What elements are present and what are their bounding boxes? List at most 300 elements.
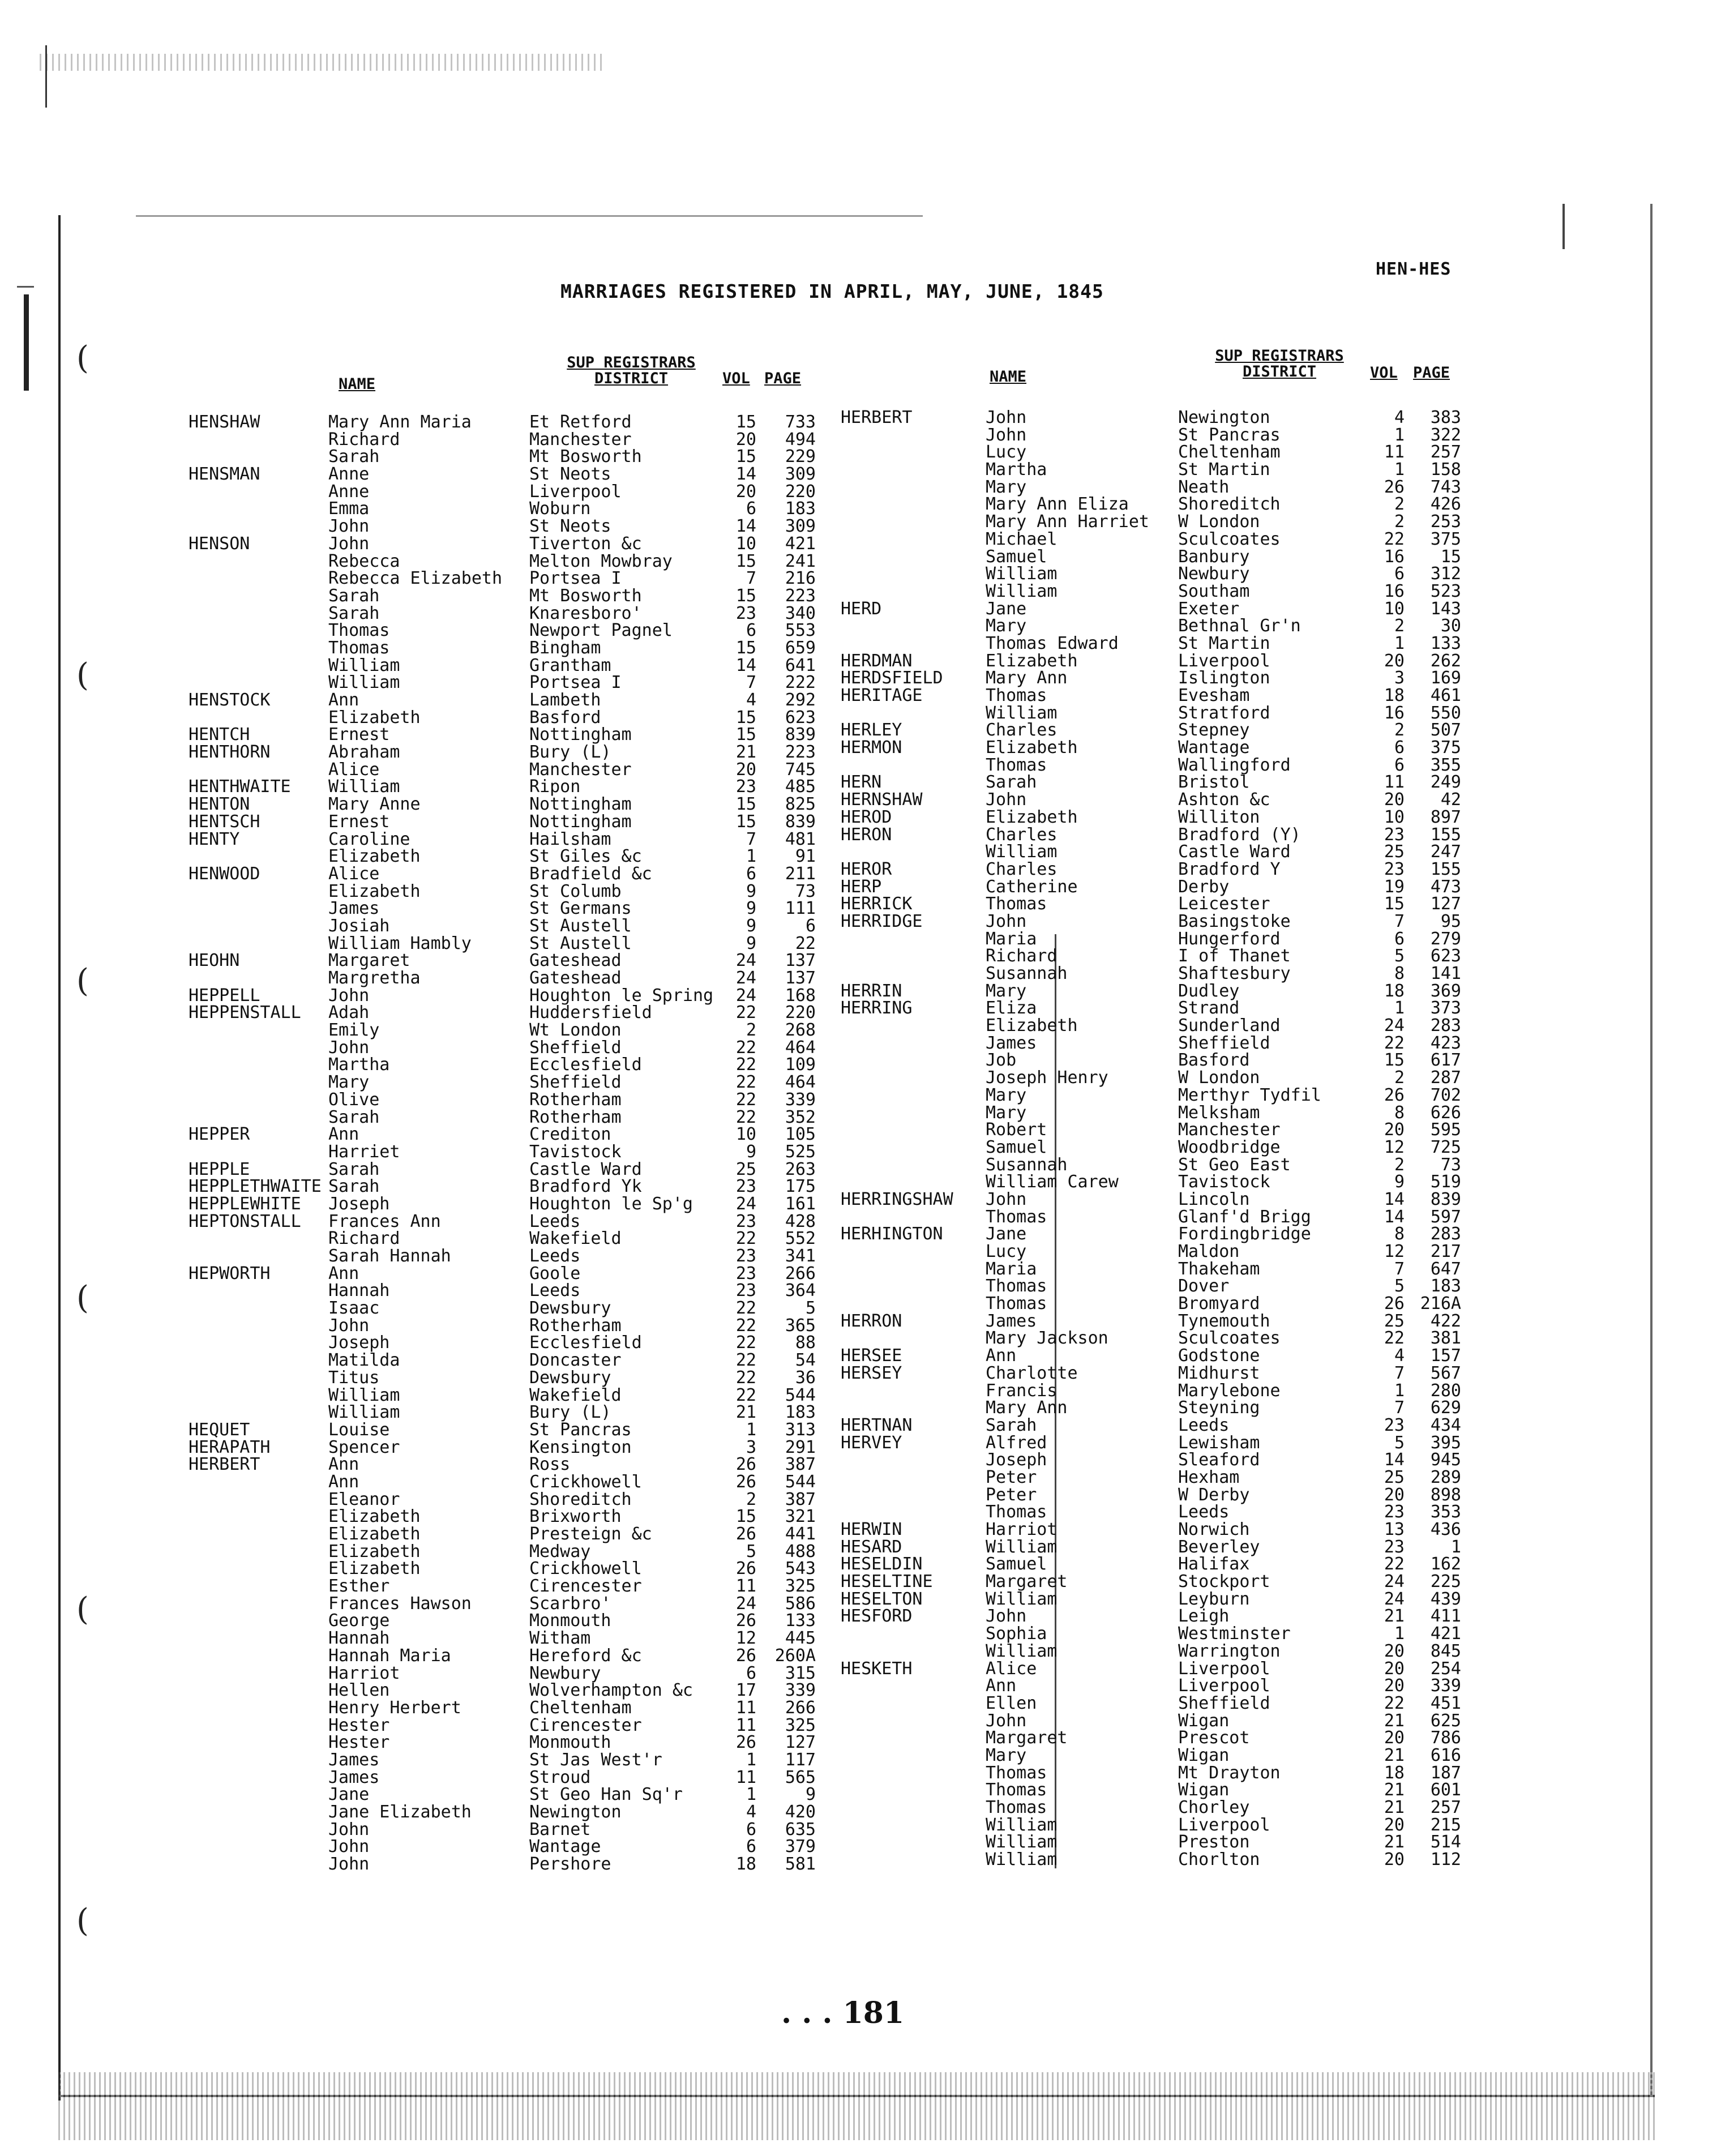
entry-given-name: William xyxy=(328,655,400,675)
entry-district: Ripon xyxy=(529,777,581,797)
entry-district: W London xyxy=(1178,512,1260,532)
entry-volume: 21 xyxy=(735,742,756,763)
entry-district: St Austell xyxy=(529,933,632,953)
scan-frame-left xyxy=(58,215,61,2101)
entry-surname: HEPPENSTALL xyxy=(189,1003,301,1023)
entry-given-name: William xyxy=(986,1589,1058,1609)
scan-frame-top xyxy=(136,215,923,217)
entry-page: 365 xyxy=(785,1315,816,1336)
entry-district: Tynemouth xyxy=(1178,1311,1270,1331)
header-district-line1: SUP REGISTRARS xyxy=(1215,347,1344,365)
entry-surname: HERRICK xyxy=(841,894,913,914)
entry-district: Prescot xyxy=(1178,1728,1250,1748)
entry-given-name: Joseph xyxy=(328,1333,390,1353)
entry-volume: 2 xyxy=(1394,512,1405,532)
entry-district: St Geo East xyxy=(1178,1154,1291,1175)
entry-page: 375 xyxy=(1430,529,1461,549)
entry-given-name: Jane xyxy=(986,1224,1027,1244)
entry-page: 257 xyxy=(1430,1798,1461,1817)
entry-given-name: Job xyxy=(986,1050,1017,1071)
entry-volume: 11 xyxy=(735,1576,756,1597)
entry-page: 625 xyxy=(1430,1710,1461,1731)
entry-surname: HENTON xyxy=(189,794,250,815)
entry-given-name: Sarah xyxy=(986,772,1037,793)
entry-surname: HERWIN xyxy=(841,1520,902,1539)
entry-district: Hungerford xyxy=(1178,929,1281,949)
entry-volume: 6 xyxy=(746,863,756,884)
entry-volume: 8 xyxy=(1394,1224,1405,1244)
entry-page: 223 xyxy=(785,585,816,606)
entry-given-name: Mary xyxy=(986,477,1027,497)
entry-given-name: Mary xyxy=(986,981,1027,1001)
entry-district: Basford xyxy=(529,707,601,728)
entry-district: Newbury xyxy=(1178,564,1250,584)
entry-volume: 3 xyxy=(746,1437,756,1457)
entry-district: Nottingham xyxy=(529,794,632,815)
entry-district: Westminster xyxy=(1178,1624,1291,1644)
entry-volume: 1 xyxy=(746,1749,756,1770)
entry-volume: 21 xyxy=(1384,1780,1405,1800)
binding-hole-mark: ( xyxy=(76,340,89,377)
entry-page: 445 xyxy=(785,1628,816,1649)
entry-volume: 22 xyxy=(735,1003,756,1023)
entry-volume: 25 xyxy=(735,1159,756,1179)
entry-given-name: Lucy xyxy=(986,1242,1027,1261)
entry-volume: 14 xyxy=(735,655,756,675)
entry-given-name: William xyxy=(328,1385,400,1405)
entry-surname: HERITAGE xyxy=(841,686,923,705)
entry-volume: 1 xyxy=(746,1419,756,1440)
entry-page: 341 xyxy=(785,1246,816,1266)
binding-hole-mark: ( xyxy=(76,1902,89,1939)
entry-page: 825 xyxy=(785,794,816,815)
header-name: NAME xyxy=(990,368,1027,386)
entry-volume: 14 xyxy=(735,464,756,485)
entry-district: St Giles &c xyxy=(529,846,642,867)
entry-district: Manchester xyxy=(529,429,632,450)
entry-given-name: William xyxy=(328,777,400,797)
entry-volume: 15 xyxy=(735,412,756,432)
entry-district: Stepney xyxy=(1178,720,1250,741)
entry-volume: 22 xyxy=(1384,529,1405,549)
entry-given-name: William xyxy=(986,1850,1058,1870)
entry-district: Mt Bosworth xyxy=(529,447,642,467)
entry-volume: 20 xyxy=(1384,1658,1405,1679)
entry-district: Dewsbury xyxy=(529,1367,611,1388)
entry-page: 623 xyxy=(785,707,816,728)
entry-given-name: John xyxy=(986,1606,1027,1627)
entry-given-name: Caroline xyxy=(328,829,410,849)
entry-given-name: John xyxy=(328,516,370,537)
entry-volume: 9 xyxy=(746,916,756,936)
entry-volume: 22 xyxy=(735,1229,756,1249)
header-vol: VOL xyxy=(722,370,750,387)
entry-given-name: Eliza xyxy=(986,998,1037,1019)
entry-volume: 1 xyxy=(1394,998,1405,1019)
entry-given-name: Thomas xyxy=(328,638,390,658)
entry-page: 544 xyxy=(785,1385,816,1405)
entry-district: I of Thanet xyxy=(1178,946,1291,966)
entry-district: Wigan xyxy=(1178,1710,1230,1731)
entry-district: Sheffield xyxy=(529,1072,622,1093)
page-title: MARRIAGES REGISTERED IN APRIL, MAY, JUNE, 1845 xyxy=(560,280,1104,302)
entry-district: Kensington xyxy=(529,1437,632,1457)
entry-district: Bradfield &c xyxy=(529,863,652,884)
entry-surname: HERON xyxy=(841,824,892,845)
entry-surname: HENSTOCK xyxy=(189,690,271,710)
entry-volume: 20 xyxy=(735,481,756,502)
entry-given-name: Margaret xyxy=(986,1728,1068,1748)
entry-page: 222 xyxy=(785,673,816,693)
entry-district: Hereford &c xyxy=(529,1645,642,1666)
entry-district: Scarbro' xyxy=(529,1593,611,1614)
entry-page: 381 xyxy=(1430,1328,1461,1349)
entry-volume: 26 xyxy=(1384,1294,1405,1314)
entry-page: 215 xyxy=(1430,1815,1461,1835)
entry-volume: 6 xyxy=(1394,738,1405,758)
header-page: PAGE xyxy=(1413,364,1450,382)
entry-page: 162 xyxy=(1430,1554,1461,1575)
entry-page: 339 xyxy=(1430,1676,1461,1696)
entry-given-name: John xyxy=(986,1710,1027,1731)
entry-volume: 26 xyxy=(735,1559,756,1579)
entry-page: 95 xyxy=(1440,911,1461,931)
entry-volume: 23 xyxy=(735,1246,756,1266)
entry-page: 216A xyxy=(1420,1294,1461,1314)
entry-page: 839 xyxy=(785,811,816,832)
entry-district: Goole xyxy=(529,1263,581,1284)
entry-given-name: Ann xyxy=(328,1263,359,1284)
entry-given-name: Mary Jackson xyxy=(986,1328,1108,1349)
entry-given-name: William xyxy=(328,673,400,693)
entry-volume: 26 xyxy=(1384,1085,1405,1105)
entry-district: Wallingford xyxy=(1178,755,1291,775)
entry-district: Nottingham xyxy=(529,725,632,745)
entry-page: 321 xyxy=(785,1507,816,1527)
entry-page: 111 xyxy=(785,899,816,919)
entry-given-name: Emma xyxy=(328,499,370,519)
scan-mark xyxy=(17,286,34,288)
entry-page: 283 xyxy=(1430,1016,1461,1036)
entry-volume: 7 xyxy=(746,673,756,693)
entry-page: 133 xyxy=(1430,633,1461,653)
binding-hole-mark: ( xyxy=(76,1280,89,1316)
entry-volume: 14 xyxy=(1384,1207,1405,1227)
entry-page: 733 xyxy=(785,412,816,432)
entry-page: 141 xyxy=(1430,964,1461,983)
entry-given-name: Ann xyxy=(328,690,359,710)
entry-surname: HERSEE xyxy=(841,1346,902,1366)
entry-given-name: Sophia xyxy=(986,1624,1047,1644)
entry-given-name: Thomas xyxy=(328,621,390,641)
entry-district: Shaftesbury xyxy=(1178,964,1291,983)
entry-surname: HEPPLE xyxy=(189,1159,250,1179)
entry-district: Shoreditch xyxy=(1178,494,1281,515)
entry-district: Godstone xyxy=(1178,1346,1260,1366)
entry-district: Liverpool xyxy=(529,481,622,502)
entry-district: Portsea I xyxy=(529,568,622,589)
entry-volume: 6 xyxy=(746,1663,756,1683)
entry-volume: 15 xyxy=(735,725,756,745)
header-name: NAME xyxy=(339,375,376,393)
entry-page: 112 xyxy=(1430,1850,1461,1870)
entry-page: 550 xyxy=(1430,703,1461,723)
entry-given-name: Olive xyxy=(328,1089,380,1110)
entry-page: 464 xyxy=(785,1072,816,1093)
entry-district: Hexham xyxy=(1178,1467,1240,1487)
entry-district: Southam xyxy=(1178,581,1250,601)
entry-given-name: Hester xyxy=(328,1732,390,1753)
entry-district: Sheffield xyxy=(529,1037,622,1058)
entry-page: 5 xyxy=(805,1298,816,1319)
entry-page: 352 xyxy=(785,1107,816,1127)
entry-page: 54 xyxy=(795,1350,816,1371)
entry-volume: 24 xyxy=(735,968,756,988)
entry-given-name: Ann xyxy=(328,1124,359,1145)
entry-volume: 20 xyxy=(1384,651,1405,671)
entry-page: 845 xyxy=(1430,1641,1461,1661)
entry-volume: 15 xyxy=(1384,894,1405,914)
entry-volume: 16 xyxy=(1384,581,1405,601)
entry-given-name: Jane Elizabeth xyxy=(328,1802,472,1822)
entry-district: Rotherham xyxy=(529,1315,622,1336)
entry-page: 220 xyxy=(785,1003,816,1023)
entry-page: 127 xyxy=(1430,894,1461,914)
entry-given-name: Elizabeth xyxy=(328,1541,421,1562)
entry-page: 647 xyxy=(1430,1259,1461,1279)
entry-page: 544 xyxy=(785,1471,816,1492)
entry-given-name: Titus xyxy=(328,1367,380,1388)
entry-volume: 6 xyxy=(1394,564,1405,584)
entry-page: 268 xyxy=(785,1020,816,1041)
entry-given-name: Abraham xyxy=(328,742,400,763)
entry-page: 725 xyxy=(1430,1137,1461,1157)
entry-given-name: Thomas xyxy=(986,1798,1047,1817)
entry-volume: 24 xyxy=(1384,1572,1405,1592)
entry-district: Exeter xyxy=(1178,598,1240,619)
entry-given-name: John xyxy=(328,985,370,1006)
entry-volume: 6 xyxy=(746,1819,756,1840)
entry-surname: HENSMAN xyxy=(189,464,260,485)
entry-district: Barnet xyxy=(529,1819,591,1840)
entry-given-name: Richard xyxy=(986,946,1058,966)
entry-page: 42 xyxy=(1440,790,1461,810)
entry-district: Rotherham xyxy=(529,1089,622,1110)
entry-page: 617 xyxy=(1430,1050,1461,1071)
entry-volume: 22 xyxy=(735,1055,756,1075)
entry-volume: 13 xyxy=(1384,1520,1405,1539)
entry-volume: 7 xyxy=(1394,911,1405,931)
entry-page: 543 xyxy=(785,1559,816,1579)
entry-volume: 20 xyxy=(1384,1815,1405,1835)
entry-district: Bingham xyxy=(529,638,601,658)
entry-volume: 25 xyxy=(1384,1311,1405,1331)
entry-given-name: Lucy xyxy=(986,442,1027,463)
entry-given-name: William xyxy=(986,1641,1058,1661)
entry-given-name: Catherine xyxy=(986,876,1078,897)
entry-volume: 7 xyxy=(1394,1398,1405,1418)
entry-given-name: Thomas xyxy=(986,1276,1047,1297)
entry-district: Huddersfield xyxy=(529,1003,652,1023)
entry-volume: 11 xyxy=(1384,442,1405,463)
entry-district: Cheltenham xyxy=(529,1697,632,1718)
header-district xyxy=(546,355,716,387)
entry-page: 322 xyxy=(1430,425,1461,445)
entry-surname: HERMON xyxy=(841,738,902,758)
entry-district: Nottingham xyxy=(529,811,632,832)
entry-surname: HEPPELL xyxy=(189,985,260,1006)
entry-district: Portsea I xyxy=(529,673,622,693)
entry-district: Gateshead xyxy=(529,951,622,971)
entry-volume: 16 xyxy=(1384,703,1405,723)
entry-page: 287 xyxy=(1430,1068,1461,1088)
header-vol: VOL xyxy=(1370,364,1398,382)
entry-page: 157 xyxy=(1430,1346,1461,1366)
entry-surname: HEPWORTH xyxy=(189,1263,271,1284)
entry-page: 523 xyxy=(1430,581,1461,601)
entry-volume: 2 xyxy=(1394,494,1405,515)
entry-given-name: John xyxy=(328,1854,370,1875)
entry-page: 369 xyxy=(1430,981,1461,1001)
entry-given-name: Ann xyxy=(328,1455,359,1475)
entry-given-name: Mary Anne xyxy=(328,794,421,815)
entry-volume: 21 xyxy=(1384,1798,1405,1817)
entry-page: 411 xyxy=(1430,1606,1461,1627)
header-district-line1: SUP REGISTRARS xyxy=(567,354,696,371)
entry-surname: HERNSHAW xyxy=(841,790,923,810)
entry-page: 247 xyxy=(1430,842,1461,862)
entry-given-name: William xyxy=(986,1815,1058,1835)
entry-given-name: Mary Ann xyxy=(986,668,1068,688)
entry-district: Houghton le Spring xyxy=(529,985,714,1006)
entry-district: Ross xyxy=(529,1455,571,1475)
entry-volume: 1 xyxy=(1394,633,1405,653)
entry-page: 211 xyxy=(785,863,816,884)
page-number-dots: . . . xyxy=(781,1996,843,2030)
entry-given-name: Frances Ann xyxy=(328,1211,441,1231)
entry-page: 117 xyxy=(785,1749,816,1770)
entry-volume: 8 xyxy=(1394,1102,1405,1123)
entry-given-name: Harriot xyxy=(328,1663,400,1683)
entry-volume: 1 xyxy=(746,846,756,867)
entry-given-name: James xyxy=(328,1749,380,1770)
entry-page: 137 xyxy=(785,968,816,988)
entry-district: Houghton le Sp'g xyxy=(529,1194,693,1214)
entry-district: Rotherham xyxy=(529,1107,622,1127)
entry-page: 15 xyxy=(1440,546,1461,567)
entry-volume: 7 xyxy=(1394,1363,1405,1383)
entry-page: 283 xyxy=(1430,1224,1461,1244)
entry-given-name: Thomas xyxy=(986,755,1047,775)
entry-surname: HESELTON xyxy=(841,1589,923,1609)
entry-page: 595 xyxy=(1430,1120,1461,1140)
binding-hole-mark: ( xyxy=(76,962,89,999)
entry-volume: 15 xyxy=(735,1507,756,1527)
entry-district: Leicester xyxy=(1178,894,1270,914)
entry-page: 229 xyxy=(785,447,816,467)
entry-volume: 23 xyxy=(735,1263,756,1284)
entry-page: 73 xyxy=(1440,1154,1461,1175)
entry-page: 9 xyxy=(805,1785,816,1805)
entry-given-name: Ellen xyxy=(986,1693,1037,1713)
entry-volume: 14 xyxy=(1384,1450,1405,1470)
entry-given-name: Elizabeth xyxy=(328,1559,421,1579)
entry-district: Bradford Y xyxy=(1178,859,1281,879)
entry-given-name: Ann xyxy=(986,1676,1017,1696)
entry-surname: HENTHWAITE xyxy=(189,777,291,797)
entry-given-name: Eleanor xyxy=(328,1489,400,1509)
header-district xyxy=(1195,348,1364,380)
entry-given-name: Ann xyxy=(986,1346,1017,1366)
entry-given-name: William Hambly xyxy=(328,933,472,953)
entry-page: 514 xyxy=(1430,1832,1461,1853)
entry-district: Basingstoke xyxy=(1178,911,1291,931)
scan-mark xyxy=(24,294,29,391)
entry-page: 155 xyxy=(1430,824,1461,845)
entry-volume: 4 xyxy=(746,1802,756,1822)
entry-district: Basford xyxy=(1178,1050,1250,1071)
entry-volume: 22 xyxy=(735,1333,756,1353)
entry-district: Brixworth xyxy=(529,1507,622,1527)
entry-district: Neath xyxy=(1178,477,1230,497)
entry-district: Banbury xyxy=(1178,546,1250,567)
entry-volume: 21 xyxy=(1384,1710,1405,1731)
entry-district: Leeds xyxy=(1178,1415,1230,1435)
entry-given-name: Maria xyxy=(986,929,1037,949)
entry-district: Wt London xyxy=(529,1020,622,1041)
entry-given-name: William xyxy=(986,564,1058,584)
entry-given-name: Henry Herbert xyxy=(328,1697,461,1718)
entry-page: 745 xyxy=(785,759,816,780)
entry-surname: HERTNAN xyxy=(841,1415,913,1435)
entry-page: 464 xyxy=(785,1037,816,1058)
entry-district: Castle Ward xyxy=(1178,842,1291,862)
entry-given-name: Elizabeth xyxy=(986,807,1078,827)
entry-page: 553 xyxy=(785,621,816,641)
entry-page: 839 xyxy=(1430,1189,1461,1209)
entry-given-name: Thomas xyxy=(986,1763,1047,1783)
entry-district: Wolverhampton &c xyxy=(529,1680,693,1701)
entry-district: Leigh xyxy=(1178,1606,1230,1627)
entry-surname: HERRIN xyxy=(841,981,902,1001)
entry-volume: 8 xyxy=(1394,964,1405,983)
entry-volume: 26 xyxy=(735,1732,756,1753)
entry-district: Fordingbridge xyxy=(1178,1224,1311,1244)
entry-page: 292 xyxy=(785,690,816,710)
entry-page: 137 xyxy=(785,951,816,971)
entry-district: Pershore xyxy=(529,1854,611,1875)
entry-volume: 20 xyxy=(1384,1850,1405,1870)
entry-district: Maldon xyxy=(1178,1242,1240,1261)
entry-given-name: Hellen xyxy=(328,1680,390,1701)
entry-district: Evesham xyxy=(1178,686,1250,705)
entry-volume: 1 xyxy=(1394,460,1405,480)
entry-district: Tiverton &c xyxy=(529,533,642,554)
entry-volume: 2 xyxy=(1394,1154,1405,1175)
entry-volume: 24 xyxy=(735,985,756,1006)
entry-district: Grantham xyxy=(529,655,611,675)
entry-given-name: Thomas xyxy=(986,1780,1047,1800)
entry-district: Ecclesfield xyxy=(529,1333,642,1353)
scan-frame-right xyxy=(1650,204,1652,2095)
entry-given-name: Sarah xyxy=(328,1107,380,1127)
entry-given-name: John xyxy=(328,1037,370,1058)
entry-page: 36 xyxy=(795,1367,816,1388)
entry-district: Stratford xyxy=(1178,703,1270,723)
entry-page: 488 xyxy=(785,1541,816,1562)
entry-given-name: Sarah Hannah xyxy=(328,1246,451,1266)
page-number-value: 181 xyxy=(842,1996,905,2030)
